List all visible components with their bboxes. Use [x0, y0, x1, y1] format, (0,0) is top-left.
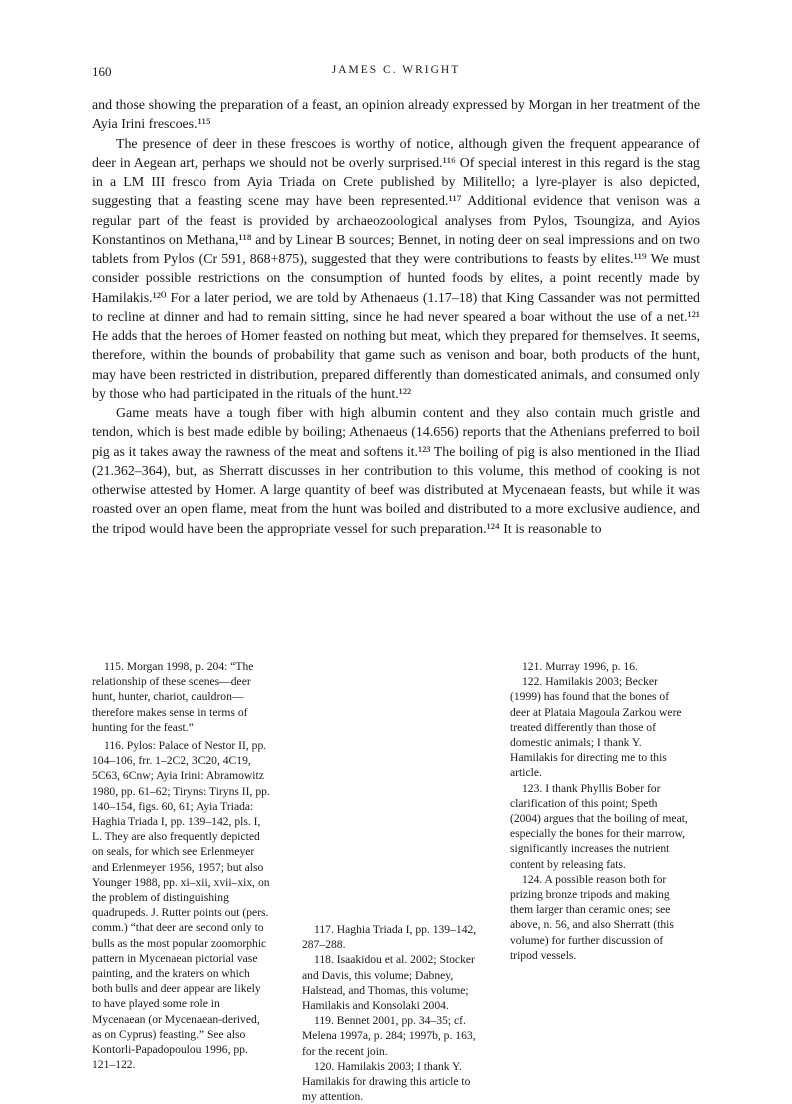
- paragraph-1: and those showing the preparation of a feast, an opinion already expressed by Morgan in her treatment of the Ayia Irini frescoes.¹¹⁵: [92, 98, 700, 133]
- running-head-author: JAMES C. WRIGHT: [331, 64, 461, 76]
- footnote-124: 124. A possible reason both for prizing bronze tripods and making them larger than ceramic ones; see above, n. 56, and also Sherratt (this volume) for further discussion of tripod vessels.: [510, 872, 674, 962]
- running-header: [92, 64, 700, 82]
- paragraph-2: The presence of deer in these frescoes is worthy of notice, although given the frequent appearance of deer in Aegean art, perhaps we should not be overly surprised.¹¹⁶ Of special interest in this regard is the stag in a LM III fresco from Ayia Triada on Crete published by Militello; a lyre-player is also depicted, suggesting that a feasting scene may have been represented.¹¹⁷ Additional evidence that venison was a regular part of the feast is provided by archaeozoological analyses from Pylos, Tsoungiza, and Ayios Konstantinos on Methana,¹¹⁸ and by Linear B sources; Bennet, in noting deer on seal impressions and on two tablets from Pylos (Cr 591, 868+875), suggested that they were contributions to feasts by elites.¹¹⁹ We must consider possible restrictions on the consumption of hunted foods by elites, a point recently made by Hamilakis.¹²⁰ For a later period, we are told by Athenaeus (1.17–18) that King Cassander was not permitted to recline at dinner and had to remain sitting, since he had never speared a boar without the use of a net.¹²¹ He adds that the heroes of Homer feasted on nothing but meat, which they prepared for themselves. It seems, therefore, within the bounds of probability that game such as venison and boar, both products of the hunt, may have been restricted in distribution, prepared differently than domesticated animals, and consumed only by those who had participated in the rituals of the hunt.¹²²: [92, 136, 700, 402]
- footnote-118: 118. Isaakidou et al. 2002; Stocker and Davis, this volume; Dabney, Halstead, and Thomas, this volume; Hamilakis and Konsolaki 2004.: [302, 953, 475, 1013]
- footnotes: [92, 659, 700, 1104]
- footnote-123: 123. I thank Phyllis Bober for clarification of this point; Speth (2004) argues that the boiling of meat, especially the bones for their marrow, significantly increases the nutrient content by releasing fats.: [510, 781, 688, 871]
- footnote-column-1: [92, 659, 270, 1072]
- footnote-116: 116. Pylos: Palace of Nestor II, pp. 104–106, frr. 1–2C2, 3C20, 4C19, 5C63, 6Cnw; Ayia Irini: Abramowitz 1980, pp. 61–62; Tiryns: Tiryns II, pp. 140–154, figs. 60, 61; Ayia Triada: Haghia Triada I, pp. 139–142, pls. I, L. They are also frequently depicted on seals, for which see Erlenmeyer and Erlenmeyer 1956, 1957; but also Younger 1988, pp. xi–xii, xvii–xix, on the problem of distinguishing quadrupeds. J. Rutter points out (pers. comm.) “that deer are second only to bulls as the most popular zoomorphic pattern in Mycenaean pictorial vase painting, and the kraters on which both bulls and deer appear are likely to have played some role in Mycenaean (or Mycenaean-derived, as on Cyprus) feasting.” See also Kontorli-Papadopoulou 1996, pp. 121–122.: [92, 739, 270, 1072]
- paragraph-3: Game meats have a tough fiber with high albumin content and they also contain much gristle and tendon, which is best made edible by boiling; Athenaeus (14.656) reports that the Athenians preferred to boil pig as it takes away the rawness of the meat and softens it.¹²³ The boiling of pig is also mentioned in the Iliad (21.362–364), but, as Sherratt discusses in her contribution to this volume, this method of cooking is not otherwise attested by Homer. A large quantity of beef was distributed at Mycenaean feasts, but while it was roasted over an open flame, meat from the hunt was boiled and distributed to a more exclusive audience, and the tripod would have been the appropriate vessel for such preparation.¹²⁴ It is reasonable to: [92, 406, 700, 537]
- footnote-column-2: [302, 659, 480, 1104]
- page-number: 160: [92, 64, 112, 79]
- footnote-120: 120. Hamilakis 2003; I thank Y. Hamilakis for drawing this article to my attention.: [302, 1059, 471, 1104]
- footnote-121: 121. Murray 1996, p. 16.: [522, 660, 638, 673]
- footnote-122: 122. Hamilakis 2003; Becker (1999) has found that the bones of deer at Plataia Magoula Zarkou were treated differently than those of domestic animals; I thank Y. Hamilakis for directing me to this article.: [510, 675, 682, 780]
- footnote-115: 115. Morgan 1998, p. 204: “The relationship of these scenes—deer hunt, hunter, chariot, cauldron—therefore makes sense in terms of hunting for the feast.”: [92, 660, 254, 734]
- main-text: [92, 96, 700, 539]
- footnote-117: 117. Haghia Triada I, pp. 139–142, 287–288.: [302, 923, 477, 952]
- footnote-119: 119. Bennet 2001, pp. 34–35; cf. Melena 1997a, p. 284; 1997b, p. 163, for the recent join.: [302, 1014, 476, 1058]
- footnote-column-3: [510, 659, 688, 963]
